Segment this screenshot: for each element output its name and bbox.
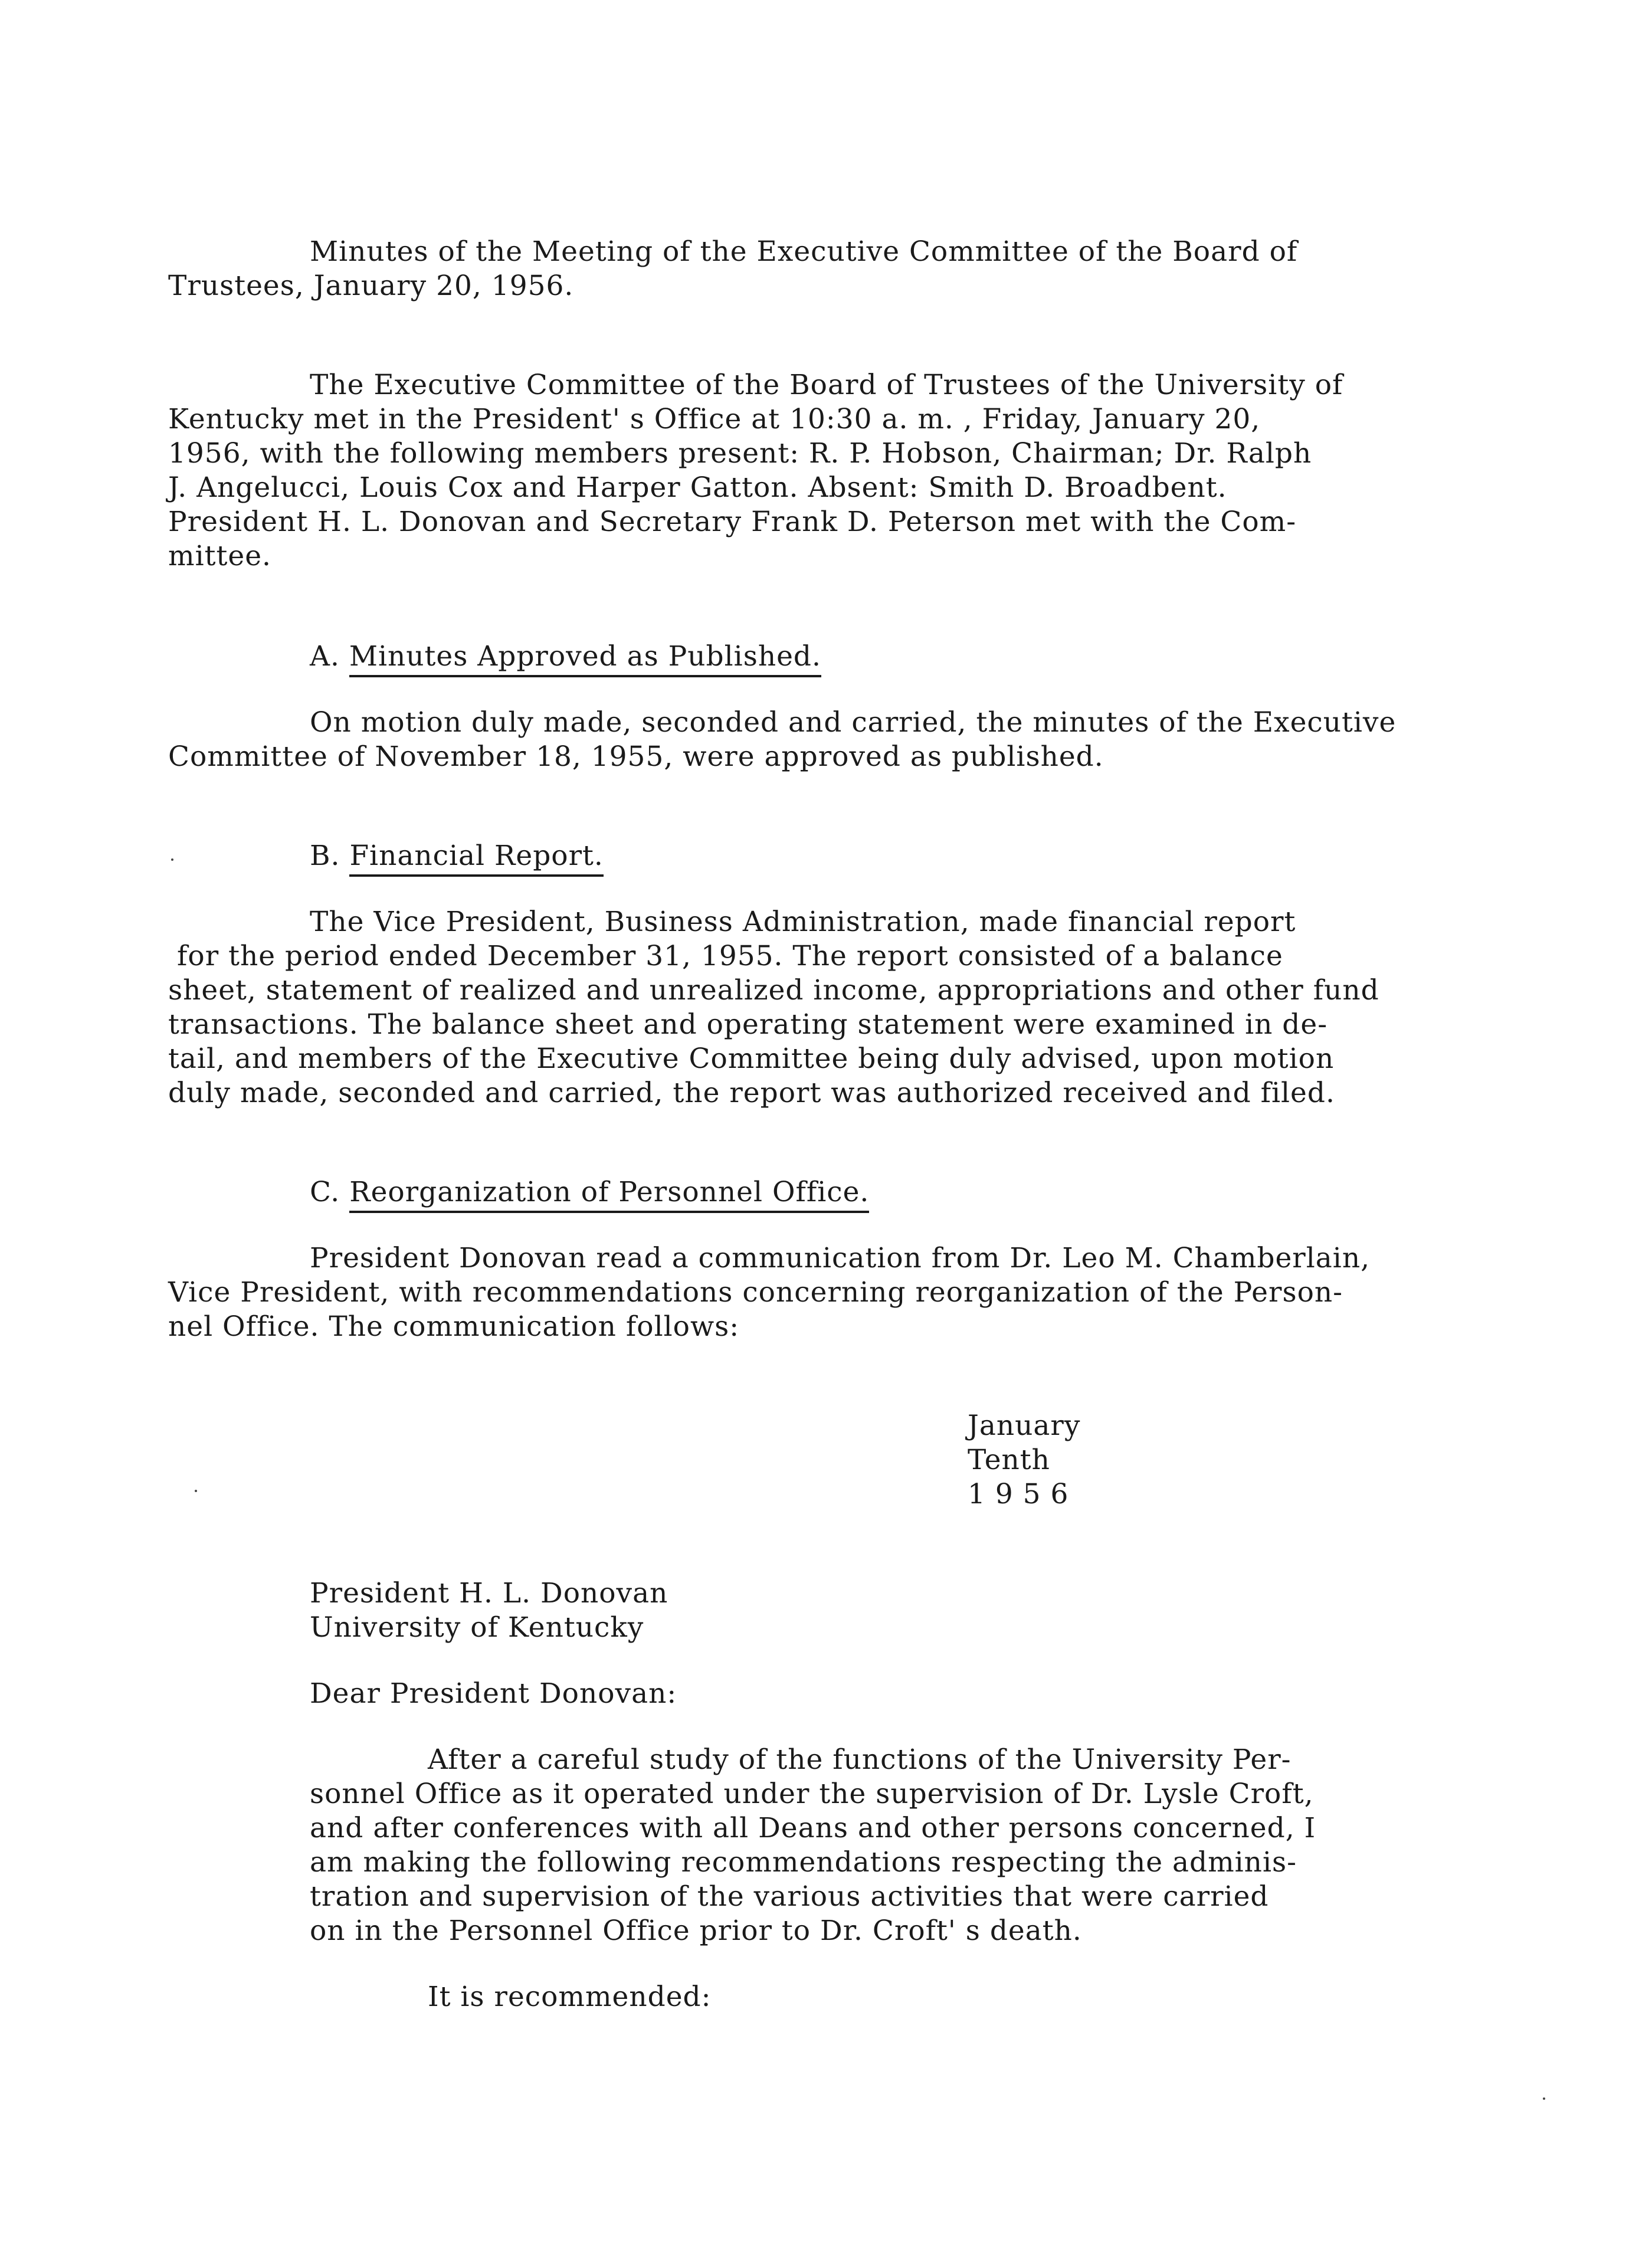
section-b-body-line-2: for the period ended December 31, 1955. The report consisted of a balance: [177, 940, 1283, 972]
section-b-heading: [310, 839, 604, 877]
intro-line-2: Kentucky met in the President' s Office at 10:30 a. m. , Friday, January 20,: [168, 403, 1261, 435]
section-c-letter: C.: [310, 1176, 340, 1208]
section-c-heading: [310, 1175, 869, 1213]
letter-addressee-name: President H. L. Donovan: [310, 1577, 668, 1610]
section-b-title: Financial Report.: [349, 839, 603, 877]
section-b-body-line-4: transactions. The balance sheet and operating statement were examined in de-: [168, 1008, 1328, 1041]
intro-line-1: The Executive Committee of the Board of Trustees of the University of: [310, 369, 1343, 401]
section-a-body-line-2: Committee of November 18, 1955, were approved as published.: [168, 740, 1104, 773]
letter-body-line-1: After a careful study of the functions of the University Per-: [428, 1743, 1292, 1776]
letter-body-line-5: tration and supervision of the various activities that were carried: [310, 1880, 1269, 1913]
letter-addressee-institution: University of Kentucky: [310, 1611, 644, 1644]
scan-speck: [1543, 2097, 1545, 2100]
letter-body-line-6: on in the Personnel Office prior to Dr. Croft' s death.: [310, 1915, 1082, 1947]
section-b-body-line-5: tail, and members of the Executive Committee being duly advised, upon motion: [168, 1043, 1335, 1075]
intro-line-3: 1956, with the following members present: R. P. Hobson, Chairman; Dr. Ralph: [168, 437, 1312, 470]
section-c-body-line-2: Vice President, with recommendations concerning reorganization of the Person-: [168, 1276, 1343, 1309]
section-a-title: Minutes Approved as Published.: [349, 640, 821, 677]
letter-date-month: January: [968, 1410, 1081, 1442]
section-b-body-line-6: duly made, seconded and carried, the report was authorized received and filed.: [168, 1077, 1335, 1109]
scan-speck: [195, 1490, 197, 1492]
letter-date-year: 1 9 5 6: [968, 1478, 1069, 1510]
section-a-body-line-1: On motion duly made, seconded and carried, the minutes of the Executive: [310, 706, 1397, 739]
minutes-title-line-2: Trustees, January 20, 1956.: [168, 270, 574, 302]
letter-salutation: Dear President Donovan:: [310, 1677, 677, 1710]
letter-closing: It is recommended:: [428, 1981, 712, 2013]
section-b-body-line-1: The Vice President, Business Administration, made financial report: [310, 906, 1296, 938]
section-c-title: Reorganization of Personnel Office.: [349, 1175, 869, 1213]
intro-line-5: President H. L. Donovan and Secretary Frank D. Peterson met with the Com-: [168, 506, 1297, 538]
section-c-body-line-3: nel Office. The communication follows:: [168, 1310, 740, 1343]
intro-line-4: J. Angelucci, Louis Cox and Harper Gatton. Absent: Smith D. Broadbent.: [168, 471, 1227, 504]
scan-speck: [171, 858, 173, 861]
section-b-body-line-3: sheet, statement of realized and unrealized income, appropriations and other fund: [168, 974, 1379, 1007]
section-b-letter: B.: [310, 840, 340, 872]
letter-date-day: Tenth: [968, 1444, 1050, 1476]
letter-body-line-3: and after conferences with all Deans and other persons concerned, I: [310, 1812, 1316, 1844]
intro-line-6: mittee.: [168, 540, 271, 572]
letter-body-line-4: am making the following recommendations respecting the adminis-: [310, 1846, 1297, 1879]
letter-body-line-2: sonnel Office as it operated under the supervision of Dr. Lysle Croft,: [310, 1778, 1314, 1810]
section-c-body-line-1: President Donovan read a communication from Dr. Leo M. Chamberlain,: [310, 1242, 1371, 1274]
section-a-letter: A.: [310, 640, 340, 673]
minutes-title-line-1: Minutes of the Meeting of the Executive Committee of the Board of: [310, 235, 1298, 268]
section-a-heading: [310, 640, 821, 677]
